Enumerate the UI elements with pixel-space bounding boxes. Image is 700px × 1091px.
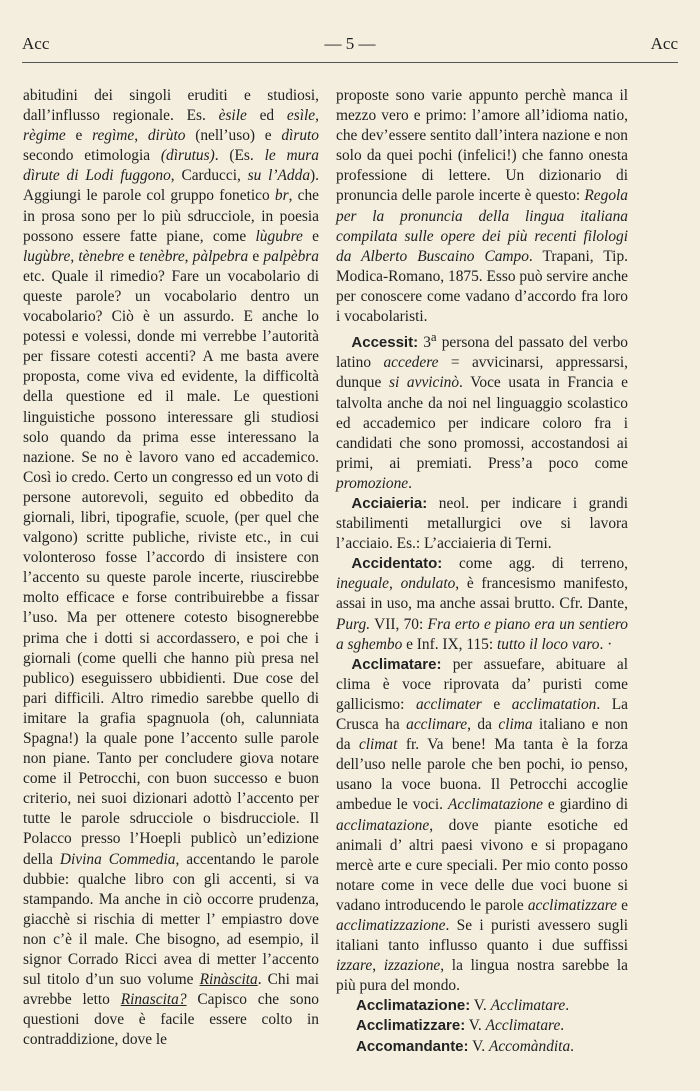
headword-accessit: Accessit: — [351, 334, 419, 352]
entry-acciaieria: Acciaieria: neol. per indicare i grandi stabilimenti metallurgici ove si lavora l’acciaio. Es.: L’acciaieria di Terni. — [336, 495, 628, 553]
continuation-paragraph: proposte sono varie appunto perchè manca il mezzo vero e primo: l’amore all’idioma natio, che dev’essere sentito dall’intera nazione e non solo da quei pochi (infelici!) che fanno onesta professione di lettere. Un dizionario di pronuncia delle parole incerte è questo: Regola per la pronuncia della lingua italiana compilata sulle opere dei più recenti filologi da Alberto Buscaino Campo. Trapani, Tip. Modica-Romano, 1875. Esso può servire anche per conoscere come vadano d’accordo fra loro i vocabolaristi. — [336, 87, 628, 326]
page-number: — 5 — — [324, 34, 376, 53]
headword-accidentato: Accidentato: — [351, 555, 443, 573]
page-header — [22, 34, 678, 56]
headword-accomandante: Accomandante: — [356, 1037, 469, 1055]
left-column-text: abitudini dei singoli eruditi e studiosi, dall’influsso regionale. Es. èsile ed esìle, règime e regìme, dirùto (nell’uso) e dìruto secondo etimologia (dìrutus). (Es. le mura dìrute di Lodi fuggono, Carducci, su l’Adda). Aggiungi le parole col gruppo fonetico br, che in prosa sono per lo più sdrucciole, in poesia possono essere fatte piane, come lùgubre e lugùbre, tènebre e tenèbre, pàlpebra e palpèbra etc. Quale il rimedio? Fare un vocabolario di queste parole? un vocabolario dentro un vocabolario? Ciò è un assurdo. E anche lo potessi e volessi, donde mi verrebbe l’autorità per fissare cotesti accenti? A me basta avere proposta, come viva ed evidente, la difficoltà della questione ed il male. Le questioni linguistiche possono interessare gli studiosi solo quando da prima esse interessano la nazione. Se no è lavoro vano ed accademico. Così io credo. Certo un congresso ed un voto di persone autorevoli, seguito ed obbedito da giornali, libri, tipografie, scuole, (per quel che valgono) scritte publiche, riviste etc., in cui volonteroso fosse l’accordo di insistere con l’accento su queste parole incerte, riuscirebbe molto efficace e forse contribuirebbe a fissar l’uso. Ma per ottenere cotesto bisognerebbe prima che i dotti si accordassero, e poi che i giornali (come quelli che hanno più presa nel publico) eseguissero ubbidienti. Due cose del pari difficili. Altro rimedio sarebbe quello di imitare la grafia spagnuola (oh, calunniata Spagna!) la quale pone l’accento sulle parole non piane. Tanto per concludere giova notare come il Petrocchi, con buon successo e buon criterio, nei suoi dizionari adottò l’accento per tutte le parole sdrucciole o bisdrucciole. Il Polacco presso l’Hoepli publicò un’edizione della Divina Commedia, accentando le parole dubbie: qualche libro con gli accenti, si va stampando. Ma anche in ciò occorre prudenza, giacchè si rischia di metter l’ empiastro dove non c’è il male. Che bisogno, ad esempio, il signor Corrado Ricci avea di metter l’accento sul titolo d’un suo volume Rinàscita. Chi mai avrebbe letto Rinascita? Capisco che sono questioni dove è facile essere colto in contraddizione, dove le — [23, 87, 320, 1049]
entry-accomandante: Accomandante: V. Accomàndita. — [356, 1037, 575, 1055]
header-rule — [22, 62, 678, 63]
entry-accidentato: Accidentato: come agg. di terreno, ineguale, ondulato, è francesismo manifesto, assai in uso, ma anche assai brutto. Cfr. Dante, Purg. VII, 70: Fra erto e piano era un sentiero a sghembo e Inf. IX, 115: tutto il loco varo. · — [336, 555, 628, 653]
entry-acclimatazione: Acclimatazione: V. Acclimatare. — [356, 997, 570, 1015]
headword-acciaieria: Acciaieria: — [351, 495, 428, 512]
header-right-guide-word: Acc — [650, 34, 678, 53]
entry-accessit: Accessit: 3$^a$ persona del passato del verbo latino accedere = avvicinarsi, appressarsi, dunque si avvicinò. Voce usata in Francia e talvolta anche da noi nel linguaggio scolastico ed accademico per indicare coloro fra i candidati che sono promossi, accostandosi ai primi, ai premiati. Press’a poco come promozione. — [336, 330, 629, 492]
entry-acclimatare: Acclimatare: per assuefare, abituare al clima è voce riprovata da’ puristi come gallicismo: acclimater e acclimatation. La Crusca ha acclimare, da clima italiano e non da climat fr. Va bene! Ma tanta è la forza dell’uso nelle parole che ben pochi, io penso, usano la voce buona. Il Petrocchi accoglie ambedue le voci. Acclimatazione e giardino di acclimatazione, dove piante esotiche ed animali d’ altri paesi vivono e si propagano mercè arte e cure speciali. Per mio conto posso notare come in vece delle due voci buone si vadano introducendo le parole acclimatizzare e acclimatizzazione. Se i puristi avessero sugli italiani tanto influsso quanto i due suffissi izzare, izzazione, la lingua nostra sarebbe la più pura del mondo. — [336, 655, 629, 995]
headword-acclimatazione: Acclimatazione: — [356, 997, 471, 1015]
cross-reference-list — [336, 996, 628, 1056]
left-column — [23, 86, 319, 1051]
header-left-guide-word: Acc — [22, 34, 50, 53]
entry-acclimatizzare: Acclimatizzare: V. Acclimatare. — [356, 1017, 565, 1035]
headword-acclimatare: Acclimatare: — [351, 655, 442, 673]
headword-acclimatizzare: Acclimatizzare: — [356, 1017, 466, 1035]
right-column — [336, 86, 628, 1057]
